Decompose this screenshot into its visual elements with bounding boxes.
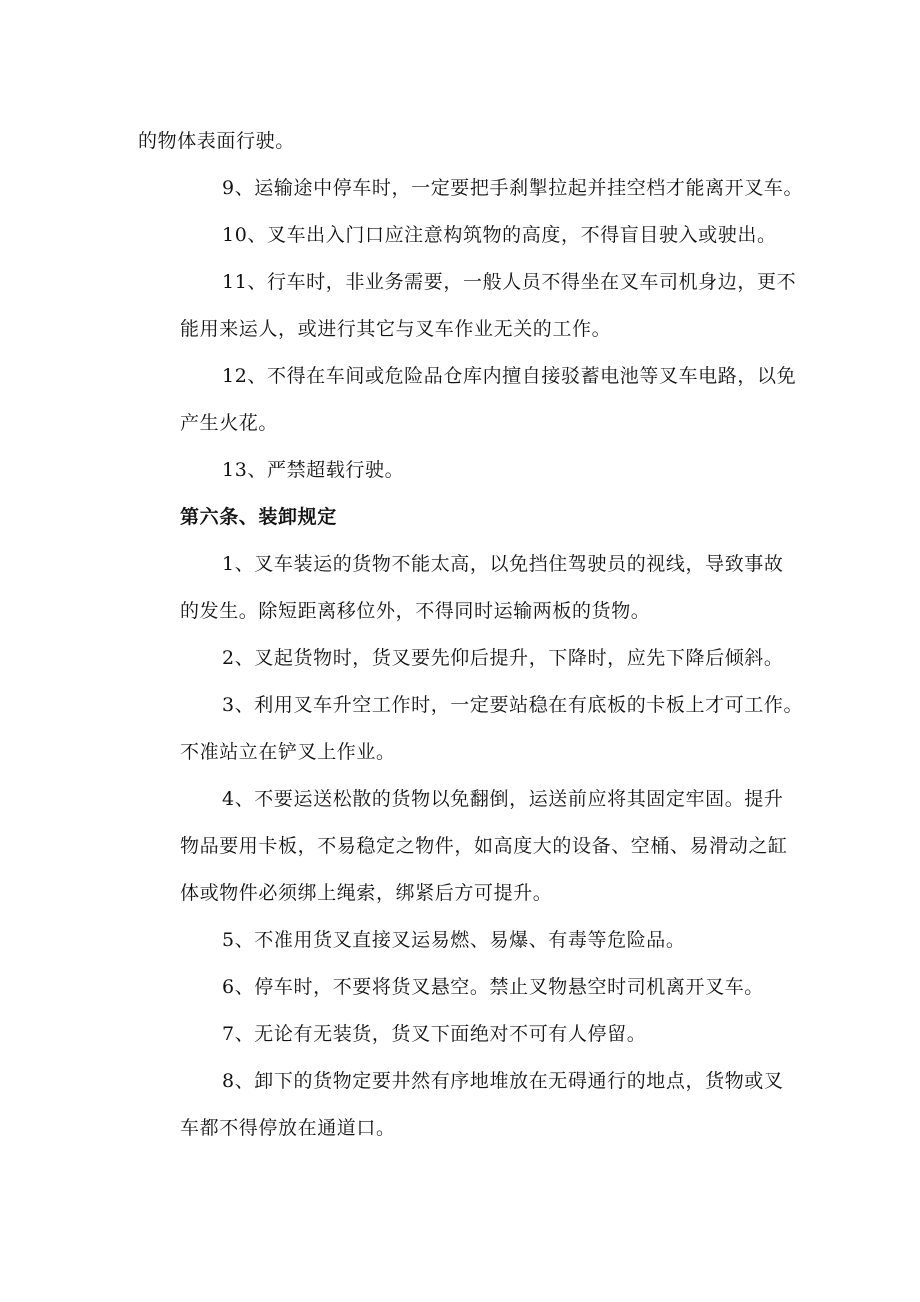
paragraph-line: 10、叉车出入门口应注意构筑物的高度，不得盲目驶入或驶出。 xyxy=(222,224,777,246)
paragraph-line: 6、停车时，不要将货叉悬空。禁止叉物悬空时司机离开叉车。 xyxy=(222,976,764,998)
section-heading: 第六条、装卸规定 xyxy=(180,506,337,528)
paragraph-line: 7、无论有无装货，货叉下面绝对不可有人停留。 xyxy=(222,1023,647,1045)
loading-rule-4 xyxy=(138,776,786,917)
loading-rule-3 xyxy=(138,682,804,776)
paragraph-line: 1、叉车装运的货物不能太高，以免挡住驾驶员的视线，导致事故 xyxy=(222,553,784,575)
document-body xyxy=(138,118,804,1152)
rule-item-13 xyxy=(138,447,786,494)
paragraph-line: 13、严禁超载行驶。 xyxy=(222,459,405,481)
paragraph-line: 体或物件必须绑上绳索，绑紧后方可提升。 xyxy=(180,882,553,904)
rule-item-11 xyxy=(138,259,797,353)
paragraph-line: 11、行车时，非业务需要，一般人员不得坐在叉车司机身边，更不 xyxy=(222,271,797,293)
paragraph-line: 不准站立在铲叉上作业。 xyxy=(180,741,396,763)
paragraph-line: 的发生。除短距离移位外，不得同时运输两板的货物。 xyxy=(180,600,651,622)
paragraph-line: 能用来运人，或进行其它与叉车作业无关的工作。 xyxy=(180,318,612,340)
loading-rule-8 xyxy=(138,1058,786,1152)
rule-list-driving xyxy=(138,165,804,494)
loading-rule-1 xyxy=(138,541,786,635)
paragraph-line: 物品要用卡板，不易稳定之物件，如高度大的设备、空桶、易滑动之缸 xyxy=(180,835,788,857)
loading-rule-6 xyxy=(138,964,786,1011)
paragraph-line: 2、叉起货物时，货叉要先仰后提升，下降时，应先下降后倾斜。 xyxy=(222,647,784,669)
rule-list-loading xyxy=(138,541,804,1152)
rule-item-10 xyxy=(138,212,786,259)
paragraph-line: 3、利用叉车升空工作时，一定要站稳在有底板的卡板上才可工作。 xyxy=(222,694,804,716)
paragraph-line: 12、不得在车间或危险品仓库内擅自接驳蓄电池等叉车电路，以免 xyxy=(222,365,797,387)
loading-rule-5 xyxy=(138,917,786,964)
rule-item-12 xyxy=(138,353,797,447)
loading-rule-2 xyxy=(138,635,786,682)
loading-rule-7 xyxy=(138,1011,786,1058)
paragraph-line: 8、卸下的货物定要井然有序地堆放在无碍通行的地点，货物或叉 xyxy=(222,1070,784,1092)
paragraph-line: 产生火花。 xyxy=(180,412,279,434)
intro-fragment xyxy=(138,118,786,165)
paragraph-line: 的物体表面行驶。 xyxy=(138,130,295,152)
paragraph-line: 4、不要运送松散的货物以免翻倒，运送前应将其固定牢固。提升 xyxy=(222,788,784,810)
rule-item-9 xyxy=(138,165,804,212)
paragraph-line: 5、不准用货叉直接叉运易燃、易爆、有毒等危险品。 xyxy=(222,929,686,951)
paragraph-line: 车都不得停放在通道口。 xyxy=(180,1117,396,1139)
paragraph-line: 9、运输途中停车时，一定要把手刹掣拉起并挂空档才能离开叉车。 xyxy=(222,177,804,199)
